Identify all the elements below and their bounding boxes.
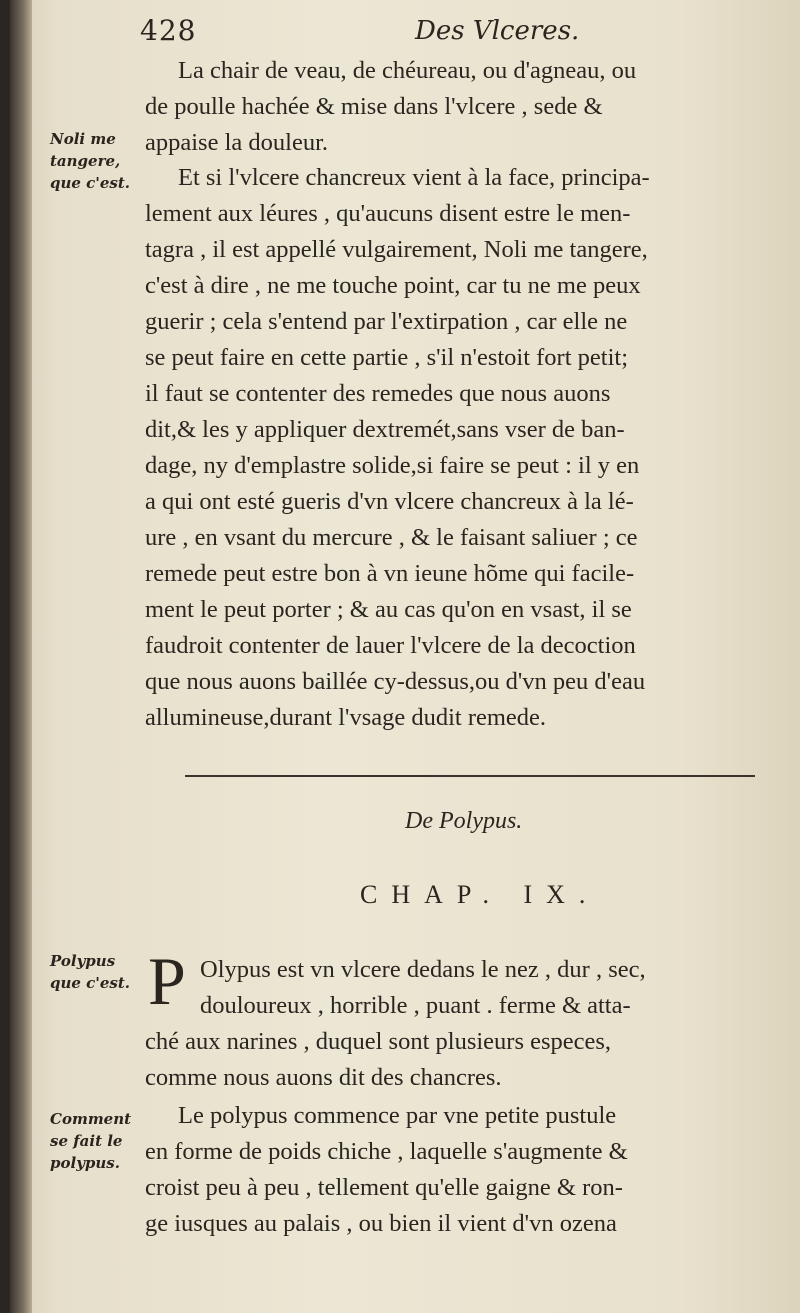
text-line: ure , en vsant du mercure , & le faisant saliuer ; ce xyxy=(145,524,638,551)
text-line: faudroit contenter de lauer l'vlcere de la decoction xyxy=(145,632,636,659)
text-line: dit,& les y appliquer dextremét,sans vser de ban- xyxy=(145,416,625,443)
margin-note-line: Polypus xyxy=(50,952,116,970)
text-line: Le polypus commence par vne petite pustule xyxy=(178,1102,617,1129)
text-line: que nous auons baillée cy-dessus,ou d'vn peu d'eau xyxy=(145,668,646,695)
page-header xyxy=(10,10,800,50)
margin-note-line: Noli me xyxy=(50,130,116,148)
text-line: lement aux léures , qu'aucuns disent estre le men- xyxy=(145,200,631,227)
margin-note-polypus-definition xyxy=(50,950,142,994)
text-line: La chair de veau, de chéureau, ou d'agneau, ou xyxy=(178,57,637,84)
book-spine xyxy=(10,0,32,1313)
text-line: c'est à dire , ne me touche point, car tu ne me peux xyxy=(145,272,641,299)
text-line: de poulle hachée & mise dans l'vlcere , sede & xyxy=(145,93,603,120)
text-line: il faut se contenter des remedes que nous auons xyxy=(145,380,611,407)
text-line: appaise la douleur. xyxy=(145,129,329,156)
text-line: a qui ont esté gueris d'vn vlcere chancreux à la lé- xyxy=(145,488,634,515)
text-line: Et si l'vlcere chancreux vient à la face, principa- xyxy=(178,164,650,191)
text-line: douloureux , horrible , puant . ferme & atta- xyxy=(200,992,631,1019)
section-divider xyxy=(185,775,755,777)
page-number: 428 xyxy=(140,14,197,47)
margin-note-line: se fait le xyxy=(50,1132,123,1150)
section-title: De Polypus. xyxy=(405,808,523,834)
text-line: dage, ny d'emplastre solide,si faire se peut : il y en xyxy=(145,452,640,479)
margin-note-line: Comment xyxy=(50,1110,132,1128)
margin-note-polypus-formation xyxy=(50,1108,142,1174)
text-line: comme nous auons dit des chancres. xyxy=(145,1064,502,1091)
text-line: en forme de poids chiche , laquelle s'augmente & xyxy=(145,1138,628,1165)
running-head: Des Vlceres. xyxy=(415,16,580,46)
margin-note-noli-me-tangere xyxy=(50,128,142,194)
text-line: allumineuse,durant l'vsage dudit remede. xyxy=(145,704,547,731)
drop-cap: P xyxy=(148,943,186,1019)
text-line: remede peut estre bon à vn ieune hõme qui facile- xyxy=(145,560,635,587)
margin-note-line: tangere, xyxy=(50,152,121,170)
text-line: croist peu à peu , tellement qu'elle gaigne & ron- xyxy=(145,1174,623,1201)
text-line: ché aux narines , duquel sont plusieurs especes, xyxy=(145,1028,612,1055)
text-line: ge iusques au palais , ou bien il vient d'vn ozena xyxy=(145,1210,617,1237)
text-line: Olypus est vn vlcere dedans le nez , dur , sec, xyxy=(200,956,646,983)
margin-note-line: polypus. xyxy=(50,1154,120,1172)
text-line: tagra , il est appellé vulgairement, Noli me tangere, xyxy=(145,236,648,263)
chapter-heading: CHAP. IX. xyxy=(360,880,600,909)
margin-note-line: que c'est. xyxy=(50,974,131,992)
text-line: guerir ; cela s'entend par l'extirpation , car elle ne xyxy=(145,308,628,335)
book-page xyxy=(10,0,800,1313)
margin-note-line: que c'est. xyxy=(50,174,131,192)
text-line: ment le peut porter ; & au cas qu'on en vsast, il se xyxy=(145,596,632,623)
text-line: se peut faire en cette partie , s'il n'estoit fort petit; xyxy=(145,344,629,371)
